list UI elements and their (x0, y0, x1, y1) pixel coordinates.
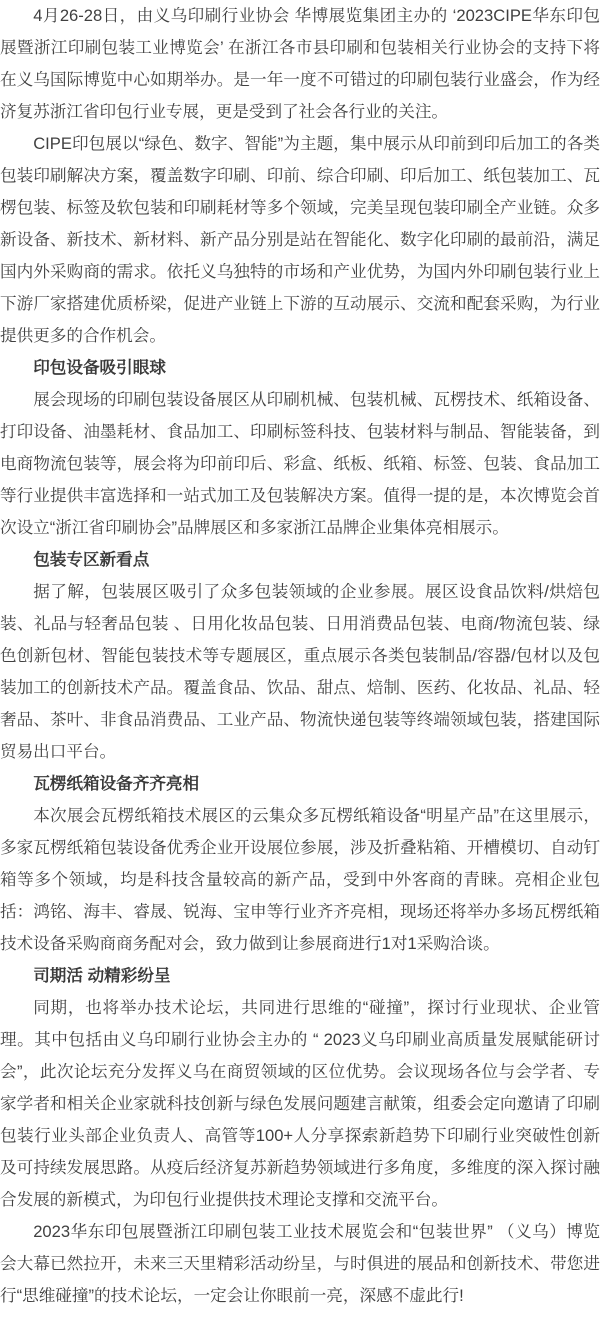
paragraph-packaging-zone: 据了解，包装展区吸引了众多包装领域的企业参展。展区设食品饮料/烘焙包装、礼品与轻奢品包装 、日用化妆品包装、日用消费品包装、电商/物流包装、绿色创新包材、智能包装技术等专题展区，重点展示各类包装制品/容器/包材以及包装加工的创新技术产品。覆盖食品、饮品、甜点、焙制、医药、化妆品、礼品、轻奢品、茶叶、非食品消费品、工业产品、物流快递包装等终端领域包装，搭建国际贸易出口平台。 (0, 582, 600, 761)
paragraph-equipment-zone: 展会现场的印刷包装设备展区从印刷机械、包装机械、瓦楞技术、纸箱设备、打印设备、油墨耗材、食品加工、印刷标签科技、包装材料与制品、智能装备，到电商物流包装等，展会将为印前印后、彩盒、纸板、纸箱、标签、包装、食品加工等行业提供丰富选择和一站式加工及包装解决方案。值得一提的是，本次博览会首次设立“浙江省印刷协会”品牌展区和多家浙江品牌企业集体亮相展示。 (0, 390, 600, 537)
heading-print-equipment: 印包设备吸引眼球 (33, 358, 166, 377)
paragraph-closing: 2023华东印包展暨浙江印刷包装工业技术展览会和“包装世界” （义乌）博览会大幕已然拉开，未来三天里精彩活动纷呈，与时俱进的展品和创新技术、带您进行“思维碰撞”的技术论坛，一定会让你眼前一亮，深感不虚此行! (0, 1222, 600, 1305)
paragraph-intro: 4月26-28日，由义乌印刷行业协会 华博展览集团主办的 ‘2023CIPE华东印包展暨浙江印刷包装工业博览会’ 在浙江各市县印刷和包装相关行业协会的支持下将在义乌国际博览中心如期举办。是一年一度不可错过的印刷包装行业盛会，作为经济复苏浙江省印包行业专展，更是受到了社会各行业的关注。 (0, 6, 600, 121)
paragraph-theme-overview: CIPE印包展以“绿色、数字、智能”为主题，集中展示从印前到印后加工的各类包装印刷解决方案，覆盖数字印刷、印前、综合印刷、印后加工、纸包装加工、瓦楞包装、标签及软包装和印刷耗材等多个领域，完美呈现包装印刷全产业链。众多新设备、新技术、新材料、新产品分别是站在智能化、数字化印刷的最前沿，满足国内外采购商的需求。依托义乌独特的市场和产业优势，为国内外印刷包装行业上下游厂家搭建优质桥梁，促进产业链上下游的互动展示、交流和配套采购，为行业提供更多的合作机会。 (0, 134, 600, 345)
heading-corrugated-equipment: 瓦楞纸箱设备齐齐亮相 (33, 774, 200, 793)
heading-concurrent-events: 司期活 动精彩纷呈 (33, 966, 171, 985)
paragraph-forum-events: 同期，也将举办技术论坛，共同进行思维的“碰撞”，探讨行业现状、企业管理。其中包括由义乌印刷行业协会主办的 “ 2023义乌印刷业高质量发展赋能研讨会”，此次论坛充分发挥义乌在商贸领域的区位优势。会议现场各位与会学者、专家学者和相关企业家就科技创新与绿色发展问题建言献策，组委会定向邀请了印刷包装行业头部企业负责人、高管等100+人分享探索新趋势下印刷行业突破性创新及可持续发展思路。从疫后经济复苏新趋势领域进行多角度，多维度的深入探讨融合发展的新模式，为印包行业提供技术理论支撑和交流平台。 (0, 998, 600, 1209)
heading-packaging-zone: 包装专区新看点 (33, 550, 150, 569)
paragraph-corrugated-zone: 本次展会瓦楞纸箱技术展区的云集众多瓦楞纸箱设备“明星产品”在这里展示，多家瓦楞纸箱包装设备优秀企业开设展位参展，涉及折叠粘箱、开槽模切、自动钉箱等多个领域，均是科技含量较高的新产品，受到中外客商的青睐。亮相企业包括：鸿铭、海丰、睿晟、锐海、宝申等行业齐齐亮相，现场还将举办多场瓦楞纸箱技术设备采购商商务配对会，致力做到让参展商进行1对1采购洽谈。 (0, 806, 600, 953)
